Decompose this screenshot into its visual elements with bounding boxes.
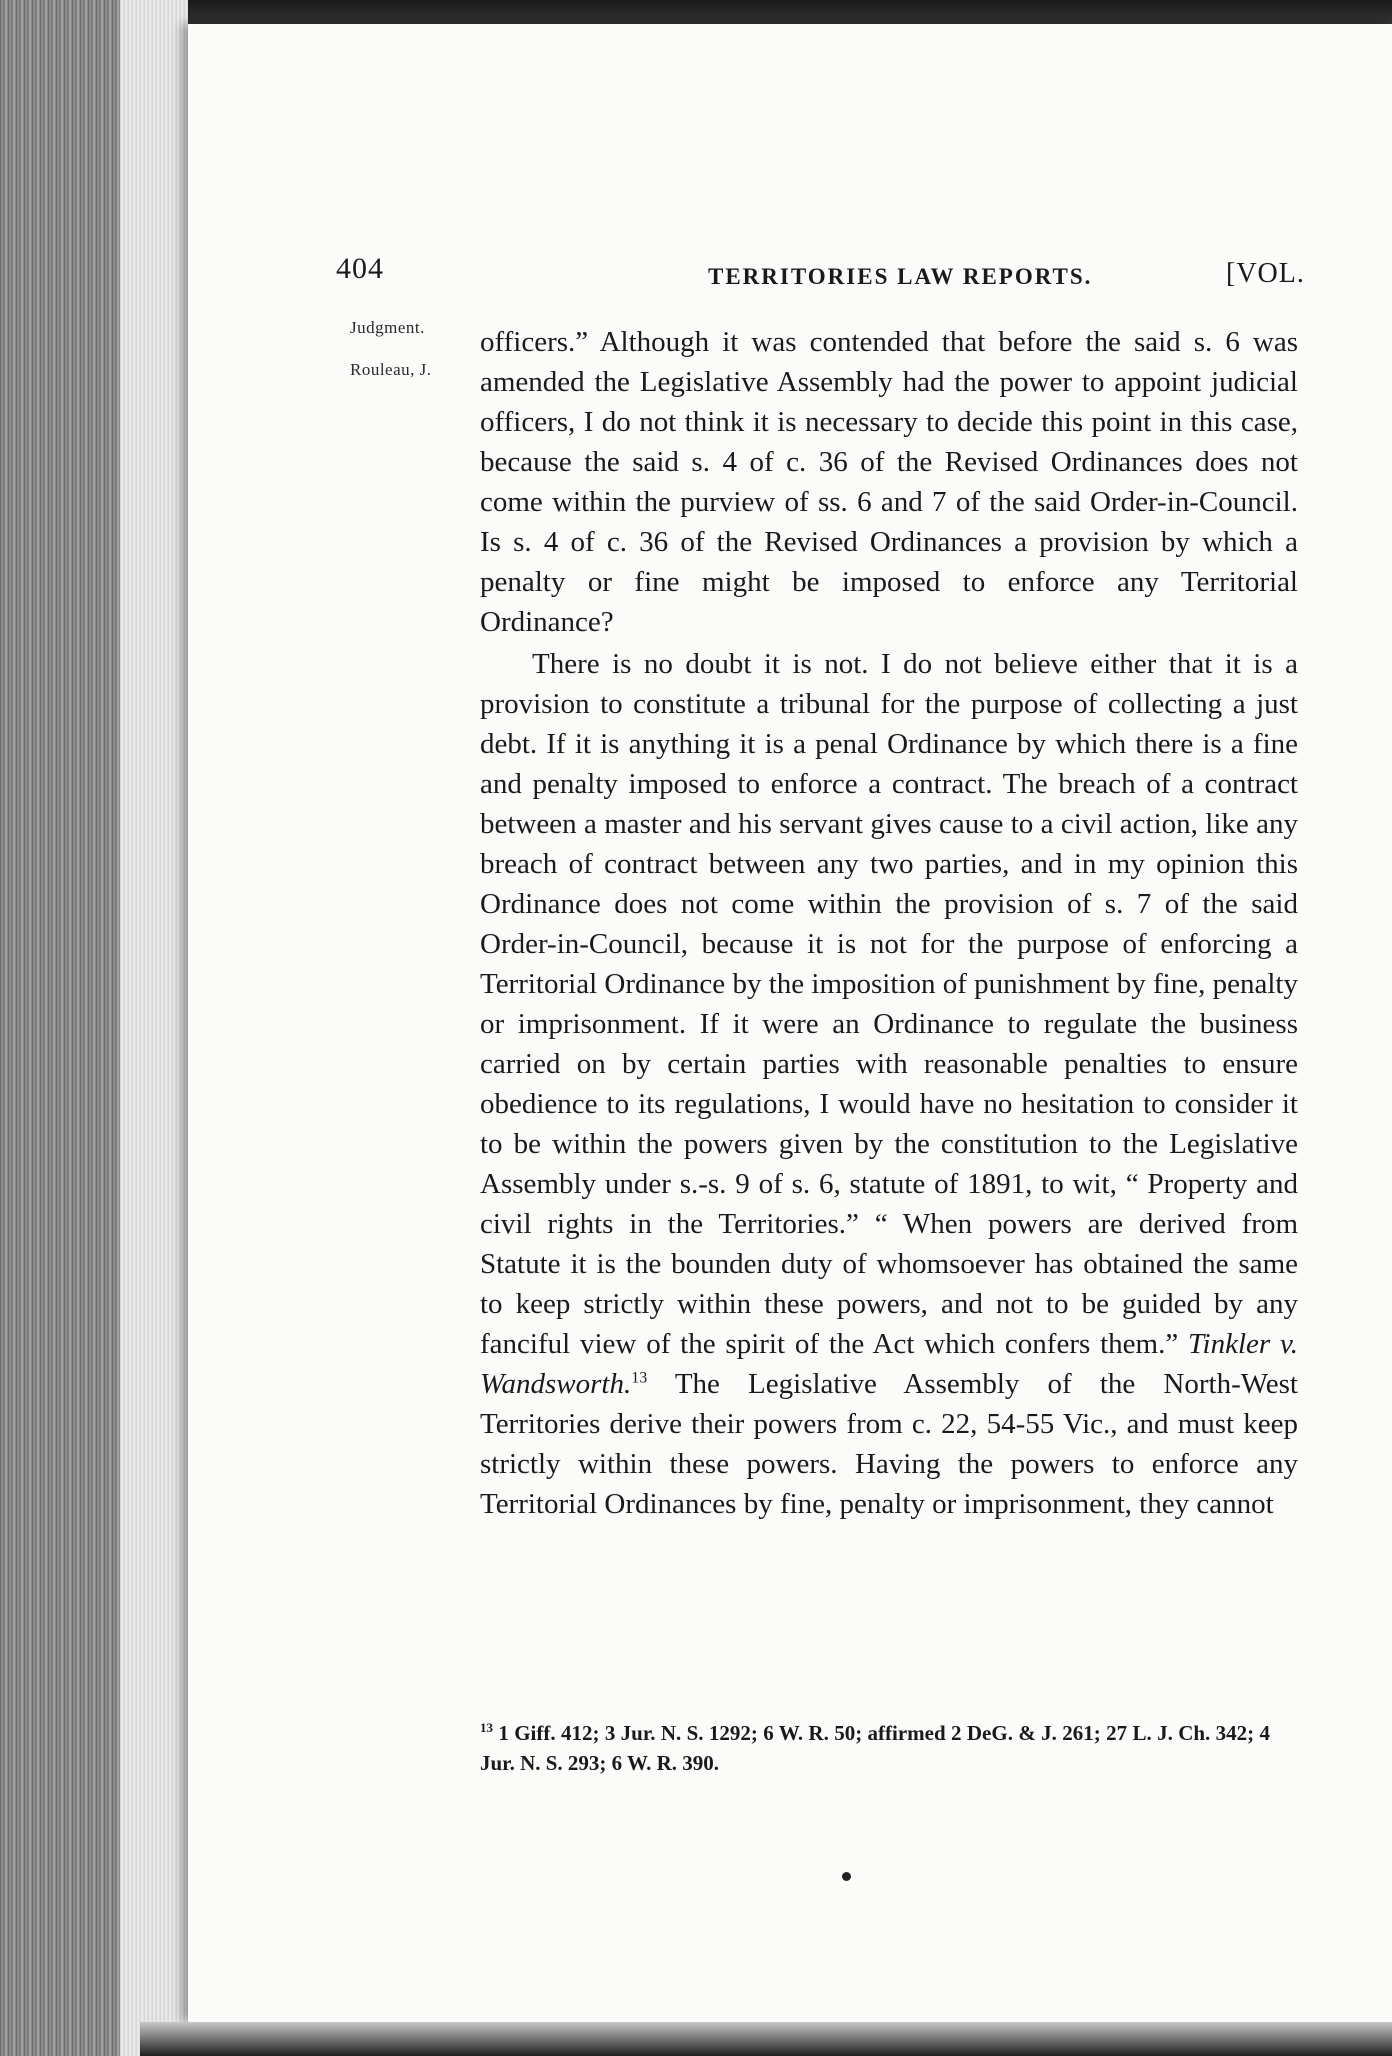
paragraph-2-part-1: There is no doubt it is not. I do not believe either that it is a provision to constitute a tribunal for the purpose of collecting a just debt. If it is anything it is a penal Ordinance by which there is a fine and penalty imposed to enforce a contract. The breach of a contract between a master and his servant gives cause to a civil action, like any breach of contract between any two parties, and in my opinion this Ordinance does not come within the provision of s. 7 of the said Order-in-Council, because it is not for the purpose of enforcing a Territorial Ordinance by the imposition of punishment by fine, penalty or imprisonment. If it were an Ordinance to regulate the business carried on by certain parties with reasonable penalties to ensure obedience to its regulations, I would have no hesitation to consider it to be within the powers given by the constitution to the Legislative Assembly under s.-s. 9 of s. 6, statute of 1891, to wit, “ Property and civil rights in the Territories.” “ When powers are derived from Statute it is the bounden duty of whomsoever has obtained the same to keep strictly within these powers, and not to be guided by any fanciful view of the spirit of the Act which confers them.”: [480, 648, 1298, 1360]
page-header: [336, 252, 1316, 302]
paragraph-1: officers.” Although it was contended that before the said s. 6 was amended the Legislative Assembly had the power to appoint judicial officers, I do not think it is necessary to decide this point in this case, because the said s. 4 of c. 36 of the Revised Ordinances does not come within the purview of ss. 6 and 7 of the said Order-in-Council. Is s. 4 of c. 36 of the Revised Ordinances a provision by which a penalty or fine might be imposed to enforce any Territorial Ordinance?: [480, 326, 1298, 638]
side-note-judgment: Judgment.: [350, 318, 425, 337]
case-citation: Tinkler v. Wandsworth.: [480, 1328, 1298, 1400]
footnote: [480, 1718, 1270, 1778]
bottom-edge: [140, 2022, 1392, 2056]
footnote-marker: 13: [480, 1720, 493, 1735]
paragraph-2-part-2: The Legislative Assembly of the North-West Territories derive their powers from c. 22, 54-55 Vic., and must keep strictly within these powers. Having the powers to enforce any Territorial Ordinances by fine, penalty or imprisonment, they cannot: [480, 1368, 1298, 1520]
side-note-judge: Rouleau, J.: [350, 360, 432, 379]
footnote-text: 1 Giff. 412; 3 Jur. N. S. 1292; 6 W. R. 50; affirmed 2 DeG. & J. 261; 27 L. J. Ch. 342; 4 Jur. N. S. 293; 6 W. R. 390.: [480, 1721, 1270, 1775]
volume-mark: [VOL.: [1226, 258, 1305, 289]
footnote-reference: 13: [631, 1369, 648, 1387]
body-text: [480, 322, 1298, 1524]
page-dot-mark: [842, 1872, 851, 1881]
page-number: 404: [336, 252, 384, 285]
running-head: TERRITORIES LAW REPORTS.: [708, 264, 1093, 289]
paragraph-2: [480, 644, 1298, 1524]
